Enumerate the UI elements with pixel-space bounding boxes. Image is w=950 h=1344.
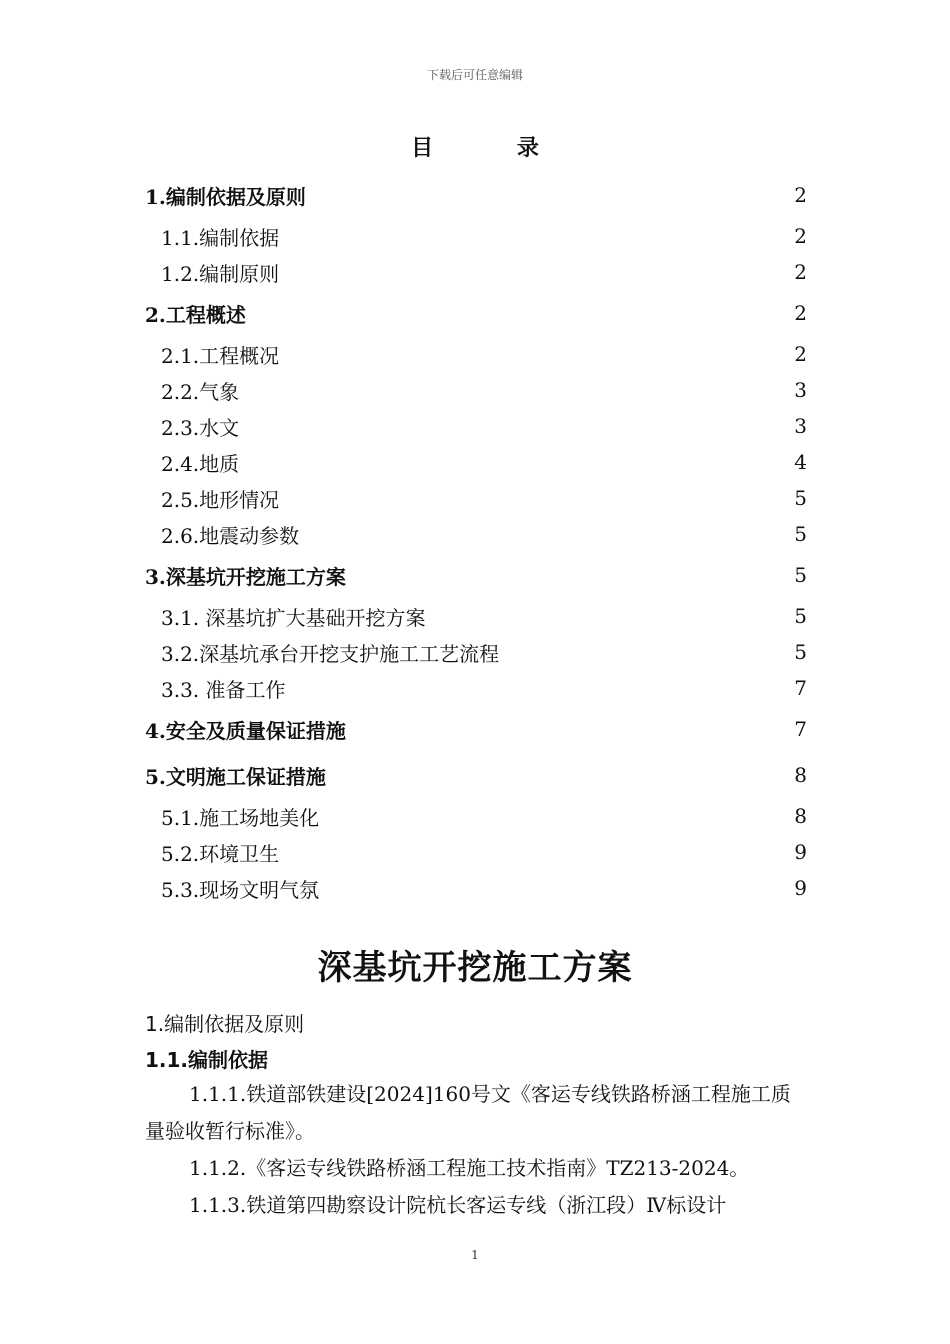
header-note: 下载后可任意编辑 bbox=[426, 68, 523, 82]
toc-entry-label: 2.2.气象 bbox=[161, 379, 240, 404]
toc-entry-chapter[interactable] bbox=[145, 172, 807, 218]
toc-entry-section[interactable] bbox=[145, 670, 807, 706]
toc-entry-page: 5 bbox=[794, 486, 807, 510]
paragraph-1-1-3: 1.1.3.铁道第四勘察设计院杭长客运专线（浙江段）Ⅳ标设计 bbox=[189, 1193, 727, 1217]
toc-entry-label: 3.深基坑开挖施工方案 bbox=[145, 564, 346, 589]
toc-entry-page: 2 bbox=[794, 342, 807, 366]
toc-entry-label: 3.3. 准备工作 bbox=[161, 677, 286, 702]
toc-entry-page: 4 bbox=[794, 450, 807, 474]
toc-entry-section[interactable] bbox=[145, 798, 807, 834]
toc-entry-section[interactable] bbox=[145, 408, 807, 444]
toc-entry-section[interactable] bbox=[145, 516, 807, 552]
toc-entry-page: 7 bbox=[794, 717, 807, 741]
toc-entry-section[interactable] bbox=[145, 254, 807, 290]
toc-entry-label: 1.1.编制依据 bbox=[161, 225, 280, 250]
toc-entry-label: 5.2.环境卫生 bbox=[161, 841, 280, 866]
toc-entry-label: 3.2.深基坑承台开挖支护施工工艺流程 bbox=[161, 641, 500, 666]
toc-entry-section[interactable] bbox=[145, 218, 807, 254]
toc-entry-label: 2.1.工程概况 bbox=[161, 343, 280, 368]
paragraph-1-1-1: 1.1.1.铁道部铁建设[2024]160号文《客运专线铁路桥涵工程施工质量验收暂行标准》。 bbox=[145, 1082, 791, 1143]
toc-entry-section[interactable] bbox=[145, 634, 807, 670]
toc-entry-page: 2 bbox=[794, 301, 807, 325]
toc-title: 目 录 bbox=[411, 135, 577, 161]
toc-entry-section[interactable] bbox=[145, 444, 807, 480]
toc-entry-page: 8 bbox=[794, 763, 807, 787]
toc-entry-page: 5 bbox=[794, 604, 807, 628]
toc-entry-page: 5 bbox=[794, 563, 807, 587]
toc-entry-label: 2.6.地震动参数 bbox=[161, 523, 300, 548]
section-heading-1-1: 1.1.编制依据 bbox=[145, 1048, 269, 1072]
toc-entry-page: 9 bbox=[794, 876, 807, 900]
toc-entry-label: 2.工程概述 bbox=[145, 302, 246, 327]
toc-entry-page: 9 bbox=[794, 840, 807, 864]
toc-entry-page: 2 bbox=[794, 260, 807, 284]
paragraph-1-1-2: 1.1.2.《客运专线铁路桥涵工程施工技术指南》TZ213-2024。 bbox=[189, 1156, 750, 1180]
toc-entry-chapter[interactable] bbox=[145, 706, 807, 752]
toc-entry-page: 3 bbox=[794, 414, 807, 438]
toc-entry-section[interactable] bbox=[145, 834, 807, 870]
toc-entry-page: 5 bbox=[794, 640, 807, 664]
toc-entry-section[interactable] bbox=[145, 480, 807, 516]
toc-entry-section[interactable] bbox=[145, 372, 807, 408]
toc-entry-label: 1.编制依据及原则 bbox=[145, 184, 306, 209]
page-number: 1 bbox=[471, 1248, 479, 1262]
toc-entry-page: 2 bbox=[794, 183, 807, 207]
section-heading-1: 1.编制依据及原则 bbox=[145, 1012, 305, 1036]
toc-entry-page: 5 bbox=[794, 522, 807, 546]
toc-entry-label: 2.4.地质 bbox=[161, 451, 240, 476]
toc-entry-chapter[interactable] bbox=[145, 552, 807, 598]
toc-entry-chapter[interactable] bbox=[145, 290, 807, 336]
toc-entry-label: 5.文明施工保证措施 bbox=[145, 764, 326, 789]
toc-entry-section[interactable] bbox=[145, 598, 807, 634]
toc-entry-page: 3 bbox=[794, 378, 807, 402]
toc-entry-label: 5.1.施工场地美化 bbox=[161, 805, 320, 830]
toc-entry-page: 8 bbox=[794, 804, 807, 828]
document-title: 深基坑开挖施工方案 bbox=[317, 948, 633, 988]
toc-entry-label: 1.2.编制原则 bbox=[161, 261, 280, 286]
toc-entry-label: 2.3.水文 bbox=[161, 415, 240, 440]
toc-entry-label: 2.5.地形情况 bbox=[161, 487, 280, 512]
table-of-contents bbox=[145, 172, 807, 906]
toc-entry-page: 2 bbox=[794, 224, 807, 248]
toc-entry-label: 5.3.现场文明气氛 bbox=[161, 877, 320, 902]
toc-entry-label: 3.1. 深基坑扩大基础开挖方案 bbox=[161, 605, 426, 630]
toc-entry-section[interactable] bbox=[145, 336, 807, 372]
toc-entry-page: 7 bbox=[794, 676, 807, 700]
toc-entry-chapter[interactable] bbox=[145, 752, 807, 798]
toc-entry-section[interactable] bbox=[145, 870, 807, 906]
toc-entry-label: 4.安全及质量保证措施 bbox=[145, 718, 346, 743]
